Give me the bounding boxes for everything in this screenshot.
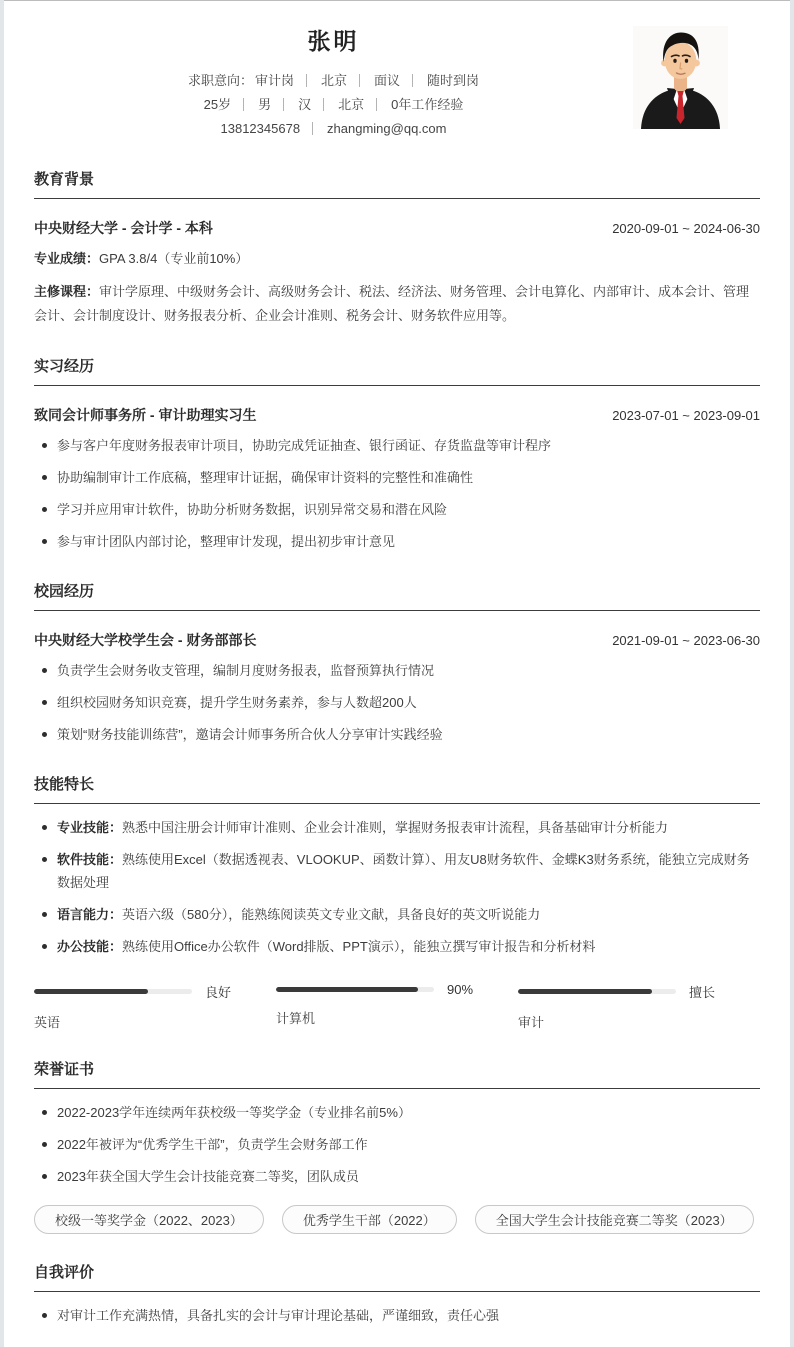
skill-label: 软件技能： [57, 852, 123, 867]
section-education [34, 168, 760, 328]
honor-badge: 校级一等奖学金（2022、2023） [34, 1205, 264, 1234]
skills-bullet [34, 935, 760, 958]
skill-bars-row [34, 982, 760, 1031]
campus-org: 中央财经大学校学生会 - 财务部部长 [34, 632, 257, 648]
campus-bullet-list [34, 659, 760, 746]
skills-bullet-list [34, 816, 760, 958]
profile-photo [633, 26, 728, 129]
skill-bar-track [276, 987, 434, 992]
education-gpa-value: GPA 3.8/4（专业前10%） [99, 251, 249, 266]
honor-badge: 优秀学生干部（2022） [282, 1205, 457, 1234]
education-school: 中央财经大学 - 会计学 - 本科 [34, 220, 213, 236]
internship-entry-head [34, 405, 760, 425]
honor-badges-row [34, 1205, 760, 1234]
campus-bullet: 负责学生会财务收支管理，编制月度财务报表，监督预算执行情况 [34, 659, 760, 682]
skill-text: 熟练使用Office办公软件（Word排版、PPT演示），能独立撰写审计报告和分析材料 [122, 939, 596, 954]
basic-info-item: 汉 [283, 98, 311, 111]
skill-bar [276, 982, 518, 1031]
contact-line [34, 117, 633, 141]
skill-bar-track-row [518, 982, 760, 1001]
basic-info-items [204, 97, 464, 112]
basic-info-item: 男 [243, 98, 271, 111]
job-intent-item: 面议 [359, 74, 400, 87]
section-campus [34, 580, 760, 746]
skill-bar-name: 英语 [34, 1015, 61, 1030]
basic-info-item: 25岁 [203, 97, 232, 112]
job-intent-item: 随时到岗 [412, 74, 479, 87]
honors-bullet: 2022年被评为“优秀学生干部”，负责学生会财务部工作 [34, 1133, 760, 1156]
education-date: 2020-09-01 ~ 2024-06-30 [612, 221, 760, 236]
skill-bar-track [518, 989, 676, 994]
honors-bullet-list [34, 1101, 760, 1188]
self-evaluation-bullet: 对审计工作充满热情，具备扎实的会计与审计理论基础，严谨细致，责任心强 [34, 1304, 760, 1327]
skill-text: 熟悉中国注册会计师审计准则、企业会计准则，掌握财务报表审计流程，具备基础审计分析能力 [122, 820, 669, 835]
education-courses-value: 审计学原理、中级财务会计、高级财务会计、税法、经济法、财务管理、会计电算化、内部审计、成本会计、管理会计、会计制度设计、财务报表分析、企业会计准则、税务会计、财务软件应用等。 [34, 284, 750, 323]
section-title-campus: 校园经历 [34, 580, 760, 611]
skill-label: 办公技能： [57, 939, 123, 954]
basic-info-item: 北京 [323, 98, 364, 111]
resume-page [4, 0, 790, 1347]
skills-bullet [34, 816, 760, 839]
job-intent-label: 求职意向： [187, 73, 253, 88]
profile-photo-illustration [633, 26, 728, 129]
education-entry-head [34, 218, 760, 238]
honors-bullet: 2022-2023学年连续两年获校级一等奖学金（专业排名前5%） [34, 1101, 760, 1124]
skills-bullet [34, 848, 760, 894]
skill-bar [34, 982, 276, 1031]
skill-bar-name: 计算机 [276, 1011, 316, 1026]
job-intent-line [34, 69, 633, 93]
skill-label: 专业技能： [57, 820, 123, 835]
section-title-education: 教育背景 [34, 168, 760, 199]
honor-badge: 全国大学生会计技能竞赛二等奖（2023） [475, 1205, 754, 1234]
skills-bullet [34, 903, 760, 926]
job-intent-items [255, 73, 479, 88]
section-skills [34, 773, 760, 1031]
skill-bar-level: 良好 [205, 985, 232, 1000]
header-text-block [34, 15, 633, 141]
contact-item: zhangming@qq.com [312, 122, 446, 135]
self-evaluation-bullet-list [34, 1304, 760, 1327]
job-intent-item: 北京 [306, 74, 347, 87]
education-courses-label: 主修课程： [34, 284, 100, 299]
internship-bullet-list [34, 434, 760, 553]
contact-items [221, 121, 447, 136]
skill-text: 熟练使用Excel（数据透视表、VLOOKUP、函数计算）、用友U8财务软件、金蝶K3财务系统，能独立完成财务数据处理 [57, 852, 750, 890]
campus-entry-head [34, 630, 760, 650]
internship-bullet: 学习并应用审计软件，协助分析财务数据，识别异常交易和潜在风险 [34, 498, 760, 521]
section-honors [34, 1058, 760, 1234]
skill-text: 英语六级（580分），能熟练阅读英文专业文献，具备良好的英文听说能力 [122, 907, 541, 922]
skill-bar-name: 审计 [518, 1015, 545, 1030]
basic-info-line [34, 93, 633, 117]
honors-bullet: 2023年获全国大学生会计技能竞赛二等奖，团队成员 [34, 1165, 760, 1188]
section-title-internship: 实习经历 [34, 355, 760, 386]
skill-bar [518, 982, 760, 1031]
campus-bullet: 组织校园财务知识竞赛，提升学生财务素养，参与人数超200人 [34, 691, 760, 714]
skill-bar-track-row [34, 982, 276, 1001]
campus-bullet: 策划“财务技能训练营”，邀请会计师事务所合伙人分享审计实践经验 [34, 723, 760, 746]
skill-bar-fill [276, 987, 418, 992]
job-intent-item: 审计岗 [254, 73, 294, 88]
section-title-honors: 荣誉证书 [34, 1058, 760, 1089]
skill-label: 语言能力： [57, 907, 123, 922]
contact-item: 13812345678 [220, 121, 301, 136]
internship-org: 致同会计师事务所 - 审计助理实习生 [34, 407, 257, 423]
skill-bar-level: 擅长 [689, 985, 716, 1000]
basic-info-item: 0年工作经验 [376, 98, 463, 111]
education-gpa-label: 专业成绩： [34, 251, 100, 266]
internship-date: 2023-07-01 ~ 2023-09-01 [612, 408, 760, 423]
section-title-self-evaluation: 自我评价 [34, 1261, 760, 1292]
candidate-name: 张明 [307, 28, 360, 54]
skill-bar-fill [34, 989, 148, 994]
internship-bullet: 参与客户年度财务报表审计项目，协助完成凭证抽查、银行函证、存货监盘等审计程序 [34, 434, 760, 457]
internship-bullet: 协助编制审计工作底稿，整理审计证据，确保审计资料的完整性和准确性 [34, 466, 760, 489]
skill-bar-track [34, 989, 192, 994]
education-gpa-row [34, 247, 760, 271]
campus-date: 2021-09-01 ~ 2023-06-30 [612, 633, 760, 648]
resume-header [34, 15, 760, 141]
skill-bar-fill [518, 989, 652, 994]
section-title-skills: 技能特长 [34, 773, 760, 804]
skill-bar-level: 90% [447, 982, 474, 997]
section-internship [34, 355, 760, 553]
education-courses-row [34, 280, 760, 328]
section-self-evaluation [34, 1261, 760, 1327]
skill-bar-track-row [276, 982, 518, 997]
internship-bullet: 参与审计团队内部讨论，整理审计发现，提出初步审计意见 [34, 530, 760, 553]
